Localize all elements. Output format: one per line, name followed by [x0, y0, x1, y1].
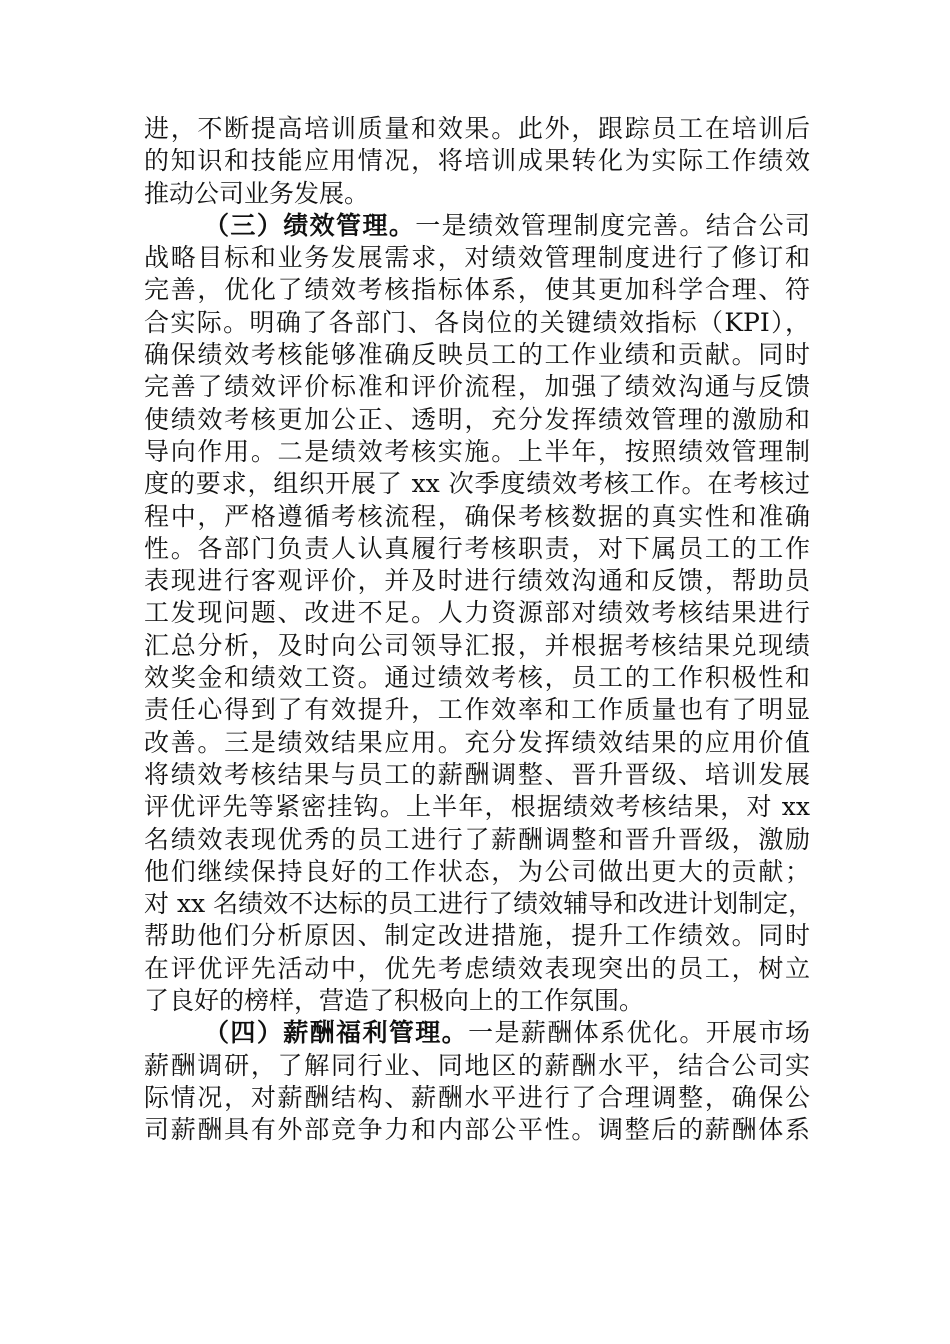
- text-line: 性。各部门负责人认真履行考核职责，对下属员工的工作: [144, 533, 810, 563]
- text-line: 评优评先等紧密挂钩。上半年，根据绩效考核结果，对 xx: [144, 792, 810, 822]
- text-line: 战略目标和业务发展需求，对绩效管理制度进行了修订和: [144, 243, 810, 273]
- text-line: 在评优评先活动中，优先考虑绩效表现突出的员工，树立: [144, 953, 810, 983]
- text-line: 他们继续保持良好的工作状态，为公司做出更大的贡献；: [144, 856, 810, 886]
- section-3-paragraph: [144, 210, 814, 1017]
- section-first-line: [144, 1017, 810, 1049]
- text-line: 了良好的榜样，营造了积极向上的工作氛围。: [144, 986, 645, 1016]
- text-line: 汇总分析，及时向公司领导汇报，并根据考核结果兑现绩: [144, 630, 810, 660]
- text-line: 程中，严格遵循考核流程，确保考核数据的真实性和准确: [144, 501, 810, 531]
- text-line: 改善。三是绩效结果应用。充分发挥绩效结果的应用价值: [144, 727, 810, 757]
- section-4-paragraph: [144, 1017, 810, 1146]
- text-line: 责任心得到了有效提升，工作效率和工作质量也有了明显: [144, 695, 810, 725]
- text-line: 工发现问题、改进不足。人力资源部对绩效考核结果进行: [144, 598, 810, 628]
- text-line: 合实际。明确了各部门、各岗位的关键绩效指标（KPI），: [144, 307, 810, 337]
- text-line: 际情况，对薪酬结构、薪酬水平进行了合理调整，确保公: [144, 1082, 810, 1112]
- text-line: 导向作用。二是绩效考核实施。上半年，按照绩效管理制: [144, 436, 810, 466]
- section-first-line: [144, 210, 810, 242]
- text-line: 帮助他们分析原因、制定改进措施，提升工作绩效。同时: [144, 921, 810, 951]
- paragraph-intro: [144, 113, 810, 210]
- text-line: 对 xx 名绩效不达标的员工进行了绩效辅导和改进计划制定，: [144, 889, 814, 919]
- text-line: 推动公司业务发展。: [144, 178, 370, 208]
- text-line: 将绩效考核结果与员工的薪酬调整、晋升晋级、培训发展: [144, 759, 810, 789]
- text-line: 表现进行客观评价，并及时进行绩效沟通和反馈，帮助员: [144, 566, 810, 596]
- text-line: 名绩效表现优秀的员工进行了薪酬调整和晋升晋级，激励: [144, 824, 810, 854]
- section-heading: （三）绩效管理。: [204, 210, 416, 240]
- text-line: 确保绩效考核能够准确反映员工的工作业绩和贡献。同时: [144, 340, 810, 370]
- text-line: 度的要求，组织开展了 xx 次季度绩效考核工作。在考核过: [144, 469, 810, 499]
- document-page: [144, 113, 814, 1147]
- section-heading: （四）薪酬福利管理。: [204, 1018, 469, 1048]
- text-line: 进，不断提高培训质量和效果。此外，跟踪员工在培训后: [144, 114, 810, 143]
- text-line: 效奖金和绩效工资。通过绩效考核，员工的工作积极性和: [144, 663, 810, 693]
- text-line: 完善了绩效评价标准和评价流程，加强了绩效沟通与反馈: [144, 372, 810, 402]
- text-line: 完善，优化了绩效考核指标体系，使其更加科学合理、符: [144, 275, 810, 305]
- text-run: 一是绩效管理制度完善。结合公司: [415, 210, 810, 240]
- text-line: 使绩效考核更加公正、透明，充分发挥绩效管理的激励和: [144, 404, 810, 434]
- text-run: 一是薪酬体系优化。开展市场: [468, 1018, 810, 1048]
- text-line: 司薪酬具有外部竞争力和内部公平性。调整后的薪酬体系: [144, 1115, 810, 1145]
- text-line: 的知识和技能应用情况，将培训成果转化为实际工作绩效: [144, 146, 810, 176]
- text-line: 薪酬调研，了解同行业、同地区的薪酬水平，结合公司实: [144, 1050, 810, 1080]
